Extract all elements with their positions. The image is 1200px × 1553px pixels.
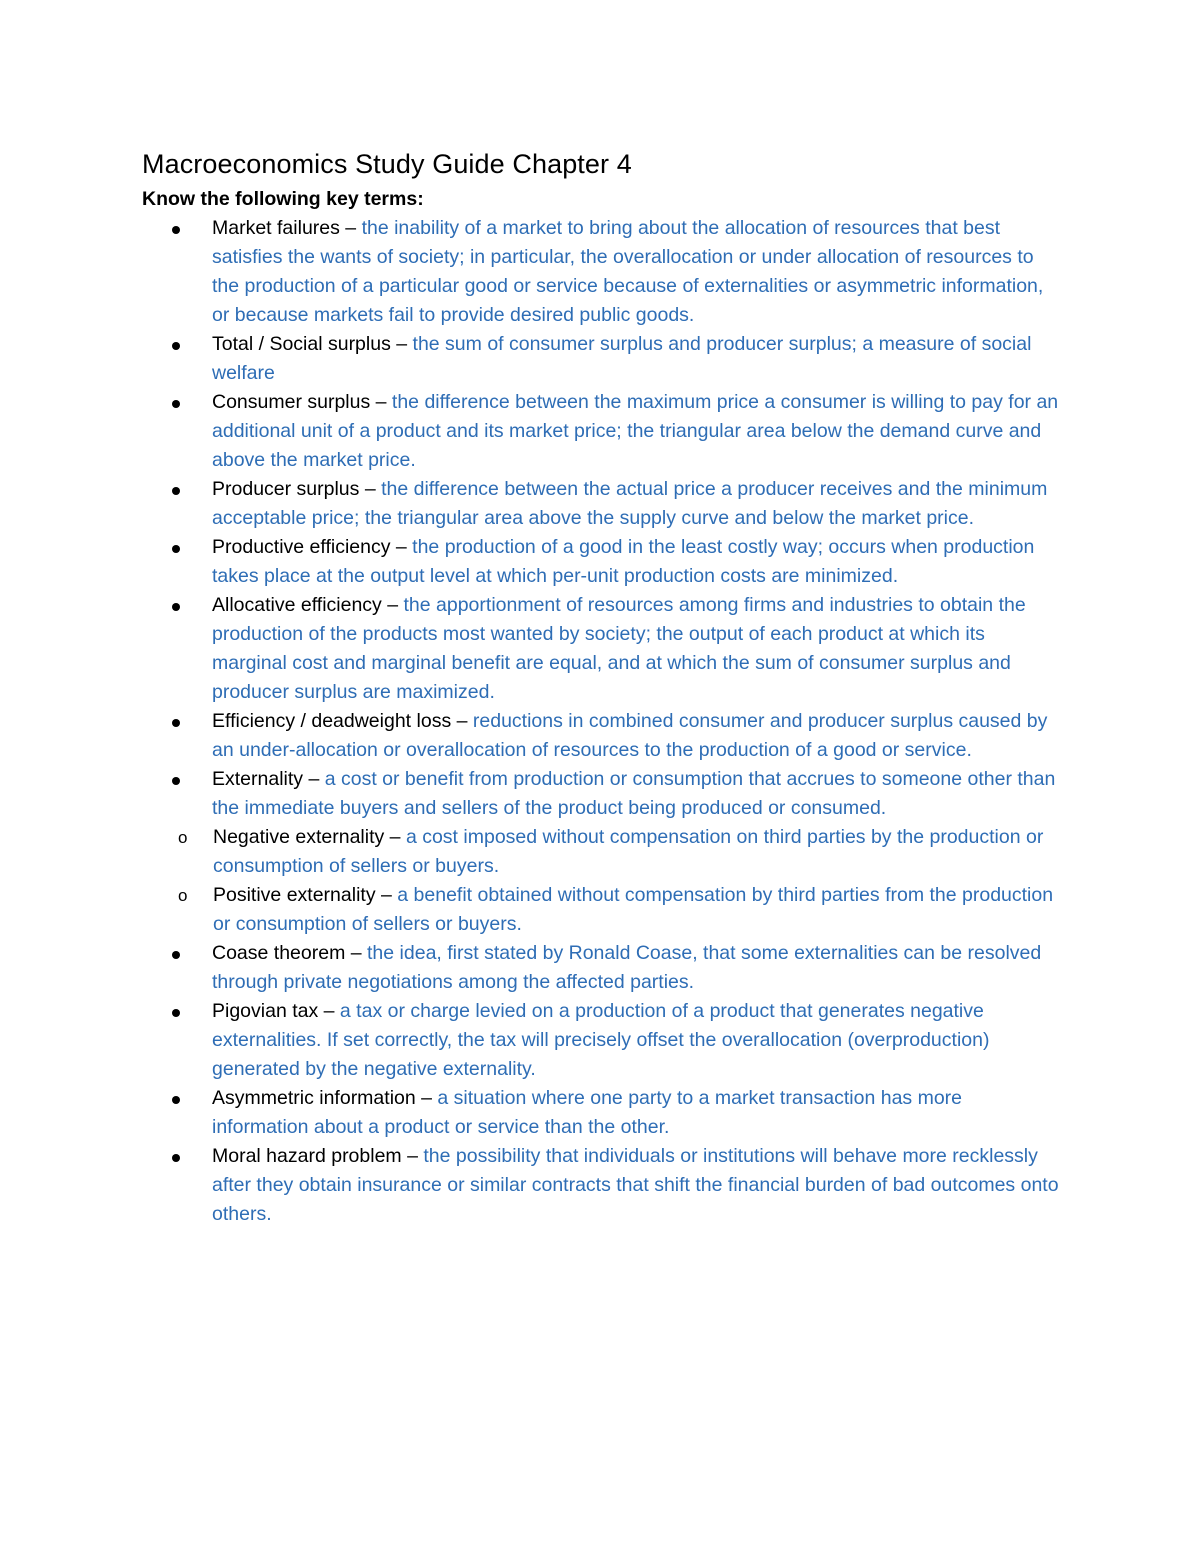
- subterm-item: [142, 823, 1062, 881]
- term-separator: –: [451, 710, 473, 732]
- bullet-icon: [172, 777, 180, 785]
- term-name: Externality: [212, 768, 304, 790]
- bullet-icon: [172, 342, 180, 350]
- subterm-name: Positive externality: [213, 884, 376, 906]
- term-name: Asymmetric information: [212, 1087, 416, 1109]
- term-separator: –: [339, 217, 362, 239]
- term-item: [142, 765, 1062, 823]
- subterm-definition: a benefit obtained without compensation by third parties from the production or consumption of sellers or buyers.: [213, 884, 1054, 935]
- term-item: [142, 533, 1062, 591]
- term-name: Moral hazard problem: [212, 1145, 402, 1167]
- term-name: Consumer surplus: [212, 391, 371, 413]
- term-definition: the difference between the maximum price a consumer is willing to pay for an additional unit of a product and its market price; the triangular area below the demand curve and above the market price.: [212, 391, 1059, 471]
- term-item: [142, 997, 1062, 1084]
- bullet-icon: [172, 1096, 180, 1104]
- bullet-icon: [172, 226, 180, 234]
- term-separator: –: [318, 1000, 340, 1022]
- term-separator: –: [384, 826, 406, 848]
- bullet-icon: [172, 951, 180, 959]
- term-separator: –: [375, 884, 398, 906]
- term-definition: the production of a good in the least costly way; occurs when production takes place at the output level at which per-unit production costs are minimized.: [212, 536, 1035, 587]
- term-separator: –: [390, 536, 413, 558]
- bullet-icon: [172, 400, 180, 408]
- document-body: [142, 144, 1062, 1229]
- term-definition: the possibility that individuals or institutions will behave more recklessly after they obtain insurance or similar contracts that shift the financial burden of bad outcomes onto others.: [212, 1145, 1059, 1225]
- term-definition: a cost or benefit from production or consumption that accrues to someone other than the immediate buyers and sellers of the product being produced or consumed.: [212, 768, 1056, 819]
- term-item: [142, 591, 1062, 707]
- term-definition: reductions in combined consumer and producer surplus caused by an under-allocation or overallocation of resources to the production of a good or service.: [212, 710, 1048, 761]
- term-name: Producer surplus: [212, 478, 360, 500]
- circle-bullet-icon: o: [178, 828, 188, 847]
- subterm-name: Negative externality: [213, 826, 385, 848]
- term-definition: the idea, first stated by Ronald Coase, that some externalities can be resolved through private negotiations among the affected parties.: [212, 942, 1042, 993]
- bullet-icon: [172, 603, 180, 611]
- page-title: Macroeconomics Study Guide Chapter 4: [142, 149, 632, 179]
- term-name: Efficiency / deadweight loss: [212, 710, 452, 732]
- term-separator: –: [370, 391, 392, 413]
- subterm-container: [142, 823, 1062, 939]
- term-name: Coase theorem: [212, 942, 346, 964]
- term-name: Pigovian tax: [212, 1000, 319, 1022]
- term-item: [142, 330, 1062, 388]
- subterm-list: [142, 823, 1062, 939]
- term-item: [142, 1084, 1062, 1142]
- term-item: [142, 1142, 1062, 1229]
- bullet-icon: [172, 1009, 180, 1017]
- term-separator: –: [401, 1145, 424, 1167]
- term-separator: –: [381, 594, 404, 616]
- term-separator: –: [303, 768, 325, 790]
- subterm-definition: a cost imposed without compensation on third parties by the production or consumption of sellers or buyers.: [213, 826, 1044, 877]
- term-item: [142, 475, 1062, 533]
- bullet-icon: [172, 545, 180, 553]
- term-name: Total / Social surplus: [212, 333, 391, 355]
- term-separator: –: [415, 1087, 438, 1109]
- bullet-icon: [172, 487, 180, 495]
- subterm-item: [142, 881, 1062, 939]
- term-definition: a tax or charge levied on a production of a product that generates negative externalities. If set correctly, the tax will precisely offset the overallocation (overproduction) generated by the negative externality.: [212, 1000, 990, 1080]
- circle-bullet-icon: o: [178, 886, 188, 905]
- term-item: [142, 388, 1062, 475]
- term-definition: the sum of consumer surplus and producer surplus; a measure of social welfare: [212, 333, 1032, 384]
- term-separator: –: [359, 478, 382, 500]
- term-separator: –: [390, 333, 413, 355]
- bullet-icon: [172, 719, 180, 727]
- term-name: Market failures: [212, 217, 340, 239]
- term-definition: the inability of a market to bring about the allocation of resources that best satisfies the wants of society; in particular, the overallocation or under allocation of resources to the production of a particular good or service because of externalities or asymmetric information, or because markets fail to provide desired public goods.: [212, 217, 1044, 326]
- term-item: [142, 707, 1062, 765]
- term-separator: –: [345, 942, 368, 964]
- term-name: Productive efficiency: [212, 536, 391, 558]
- term-definition: the apportionment of resources among firms and industries to obtain the production of the products most wanted by society; the output of each product at which its marginal cost and marginal benefit are equal, and at which the sum of consumer surplus and producer surplus are maximized.: [212, 594, 1026, 703]
- term-definition: the difference between the actual price a producer receives and the minimum acceptable price; the triangular area above the supply curve and below the market price.: [212, 478, 1048, 529]
- term-name: Allocative efficiency: [212, 594, 382, 616]
- bullet-icon: [172, 1154, 180, 1162]
- term-definition: a situation where one party to a market transaction has more information about a product or service than the other.: [212, 1087, 963, 1138]
- term-item: [142, 939, 1062, 997]
- key-terms-heading: Know the following key terms:: [142, 188, 424, 210]
- term-item: [142, 214, 1062, 330]
- key-terms-list: [142, 214, 1062, 1229]
